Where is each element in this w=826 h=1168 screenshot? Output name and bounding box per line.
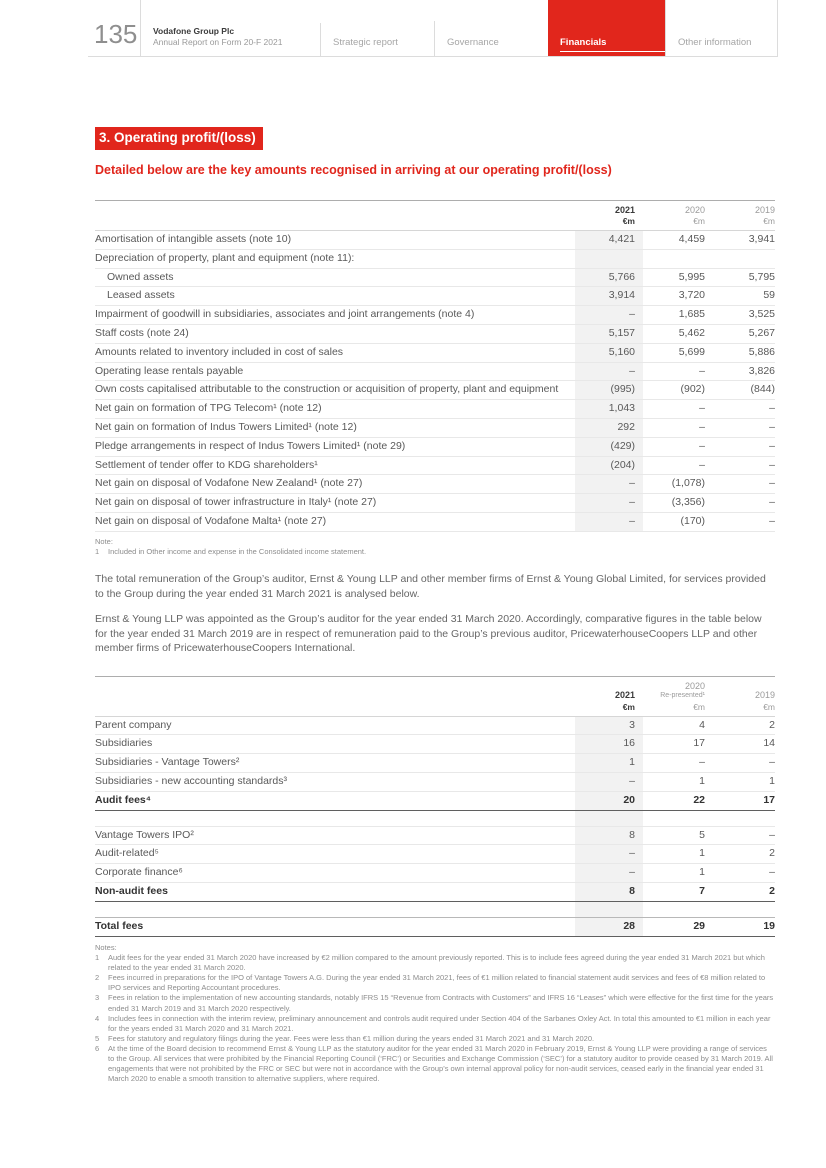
cell-value: 1 [643,864,705,883]
footnote-title: Note: [95,536,113,546]
row-label: Net gain on disposal of Vodafone New Zealand¹ (note 27) [95,475,575,494]
page-header [88,0,778,57]
row-label: Net gain on disposal of Vodafone Malta¹ (note 27) [95,512,575,531]
cell-value: (3,356) [643,494,705,513]
column-header-2021: 2021 €m [575,677,643,716]
table-row [95,773,775,792]
cell-value: 5,766 [575,268,643,287]
company-name: Vodafone Group Plc [153,25,235,36]
cell-value: 28 [575,917,643,936]
cell-value: 1,685 [643,306,705,325]
footnote [95,1034,775,1044]
cell-value: 3,826 [705,362,775,381]
footnote-number: 1 [95,546,100,556]
cell-value: – [705,437,775,456]
row-label: Subsidiaries [95,735,575,754]
cell-value: 7 [643,883,705,902]
table-row [95,249,775,268]
main-content [95,127,775,1085]
cell-value [575,249,643,268]
row-label: Leased assets [95,287,575,306]
cell-value [643,810,705,826]
footnote [95,973,775,993]
cell-value: – [705,512,775,531]
body-paragraph: Ernst & Young LLP was appointed as the Group’s auditor for the year ended 31 March 2020. Accordingly, comparative figures in the table below for the year ended 31 March 2019 are in respect of remuneration paid to the Group’s previous auditor, PricewaterhouseCoopers LLP and other member firms of PricewaterhouseCoopers International. [95,613,762,654]
cell-value: – [575,362,643,381]
cell-value: – [705,754,775,773]
footnote-text: Audit fees for the year ended 31 March 2020 have increased by €2 million compared to the amount previously reported. This is to include fees agreed during the year ended 31 March 2021 but which related to the year ended 31 March 2020. [108,952,765,972]
table-row [95,864,775,883]
footnote [95,1014,775,1034]
cell-value: 5,995 [643,268,705,287]
footnote-number: 1 [95,952,100,962]
cell-value [643,249,705,268]
column-header-2020: 2020 Re-presented¹ €m [643,677,705,716]
row-label: Audit fees⁴ [95,791,575,810]
cell-value: (844) [705,381,775,400]
row-label: Amounts related to inventory included in cost of sales [95,343,575,362]
column-header-2020: 2020 €m [643,200,705,230]
table-row [95,883,775,902]
cell-value: – [575,512,643,531]
table-row [95,268,775,287]
cell-value: 5,160 [575,343,643,362]
report-brand [140,0,320,56]
cell-value: – [705,456,775,475]
section-heading: 3. Operating profit/(loss) [95,127,263,150]
row-label: Subsidiaries - Vantage Towers² [95,754,575,773]
row-label: Parent company [95,716,575,735]
cell-value: 5 [643,826,705,845]
footnote-text: Includes fees in connection with the interim review, preliminary announcement and controls audit required under Section 404 of the Sarbanes Oxley Act. In total this amounted to €1 million in each year for the years ended 31 March 2020 and 31 March 2021. [108,1013,771,1033]
cell-value: – [705,475,775,494]
footnote-text: At the time of the Board decision to recommend Ernst & Young LLP as the statutory auditor for the year ended 31 March 2020 in February 2019, Ernst & Young LLP were providing a range of services to the Group. All services that were prohibited by the Financial Reporting Council (‘FRC’) or Securities and Exchange Commission (‘SEC’) for a statutory auditor to provide ceased by 31 March 2019. All engagements that were not prohibited by the FRC or SEC but were not in accordance with the Group’s own internal approval policy for non-audit services, ceased early in the financial year ended 31 March 2020 to enable a smooth transition to alternative suppliers, where required. [108,1044,773,1084]
cell-value: 59 [705,287,775,306]
table-spacer-row [95,810,775,826]
cell-value: 3 [575,716,643,735]
cell-value: 20 [575,791,643,810]
column-spacer [95,200,575,230]
table-header-row [95,677,775,716]
cell-value: – [643,418,705,437]
cell-value: 29 [643,917,705,936]
cell-value: 4 [643,716,705,735]
cell-value: 17 [705,791,775,810]
row-label: Settlement of tender offer to KDG shareholders¹ [95,456,575,475]
row-label: Net gain on disposal of tower infrastructure in Italy¹ (note 27) [95,494,575,513]
footnote-number: 3 [95,993,100,1003]
row-label: Owned assets [95,268,575,287]
row-label: Own costs capitalised attributable to the construction or acquisition of property, plant and equipment [95,381,575,400]
cell-value: 3,941 [705,230,775,249]
cell-value: 5,795 [705,268,775,287]
cell-value: (429) [575,437,643,456]
table-row [95,306,775,325]
cell-value: (1,078) [643,475,705,494]
footnote-number: 6 [95,1044,100,1053]
cell-value: – [705,494,775,513]
table-row [95,362,775,381]
footnote-number: 5 [95,1033,100,1043]
cell-value: 1 [643,773,705,792]
tab-financials[interactable]: Financials [548,0,665,56]
cell-value: – [705,400,775,419]
table-row [95,716,775,735]
cell-value: 16 [575,735,643,754]
table-row [95,400,775,419]
tab-other-information[interactable]: Other information [665,0,778,56]
row-label: Subsidiaries - new accounting standards³ [95,773,575,792]
cell-value: (170) [643,512,705,531]
row-label: Depreciation of property, plant and equipment (note 11): [95,249,575,268]
cell-value: – [643,754,705,773]
footnote [95,1044,775,1085]
cell-value: 14 [705,735,775,754]
column-header-2019: 2019 €m [705,677,775,716]
table-row [95,418,775,437]
cell-value: (204) [575,456,643,475]
row-label: Amortisation of intangible assets (note 10) [95,230,575,249]
table2-footnotes [95,942,775,1085]
row-label [95,901,575,917]
table-row [95,494,775,513]
table-row [95,381,775,400]
table-row [95,230,775,249]
cell-value: 4,459 [643,230,705,249]
cell-value: 8 [575,826,643,845]
cell-value: – [643,456,705,475]
table-row [95,845,775,864]
page-number: 135 [94,19,138,49]
row-label: Impairment of goodwill in subsidiaries, associates and joint arrangements (note 4) [95,306,575,325]
footnote-number: 4 [95,1013,100,1023]
cell-value: – [643,400,705,419]
table-row [95,826,775,845]
footnote-text: Fees in relation to the implementation of new accounting standards, notably IFRS 15 “Revenue from Contracts with Customers” and IFRS 16 “Leases” which were effective for the first time for the years ended 31 March 2019 and 31 March 2020 respectively. [108,993,774,1013]
cell-value: (995) [575,381,643,400]
cell-value: – [705,418,775,437]
row-label: Operating lease rentals payable [95,362,575,381]
footnote-number: 2 [95,973,100,983]
table-header-row [95,200,775,230]
row-label: Vantage Towers IPO² [95,826,575,845]
section-subheading: Detailed below are the key amounts recognised in arriving at our operating profit/(loss) [95,162,612,177]
cell-value: 4,421 [575,230,643,249]
cell-value [575,901,643,917]
body-paragraph: The total remuneration of the Group’s auditor, Ernst & Young LLP and other member firms of Ernst & Young Global Limited, for services provided to the Group during the year ended 31 March 2021 is analysed below. [95,573,766,600]
row-label: Net gain on formation of TPG Telecom¹ (note 12) [95,400,575,419]
cell-value: 8 [575,883,643,902]
table-row [95,735,775,754]
row-label: Non-audit fees [95,883,575,902]
cell-value: 2 [705,716,775,735]
report-title: Annual Report on Form 20-F 2021 [153,36,283,47]
table-spacer-row [95,901,775,917]
footnote [95,547,775,557]
cell-value: 5,267 [705,324,775,343]
row-label: Total fees [95,917,575,936]
cell-value: – [575,494,643,513]
cell-value: 3,914 [575,287,643,306]
cell-value: 292 [575,418,643,437]
cell-value [705,901,775,917]
cell-value: 5,462 [643,324,705,343]
cell-value [705,249,775,268]
footnote-text: Fees for statutory and regulatory filings during the year. Fees were less than €1 million during the years ended 31 March 2021 and 31 March 2020. [108,1033,595,1043]
cell-value: (902) [643,381,705,400]
cell-value [575,810,643,826]
cell-value: – [575,864,643,883]
cell-value: – [643,362,705,381]
table1-footnotes [95,536,775,557]
cell-value: 2 [705,845,775,864]
cell-value: 5,886 [705,343,775,362]
audit-fees-table [95,676,775,936]
table-row [95,456,775,475]
cell-value: 1 [575,754,643,773]
table-row [95,324,775,343]
cell-value: – [705,864,775,883]
footnote-text: Fees incurred in preparations for the IPO of Vantage Towers A.G. During the year ended 31 March 2021, fees of €1 million related to financial statement audit services and fees of €8 million related to IPO services and Reporting Accountant procedures. [108,973,766,993]
footnote [95,953,775,973]
footnote-text: Included in Other income and expense in the Consolidated income statement. [108,546,367,556]
cell-value: 22 [643,791,705,810]
cell-value: 1 [643,845,705,864]
cell-value: 3,525 [705,306,775,325]
cell-value: 1 [705,773,775,792]
cell-value [643,901,705,917]
table-row [95,791,775,810]
row-label: Net gain on formation of Indus Towers Limited¹ (note 12) [95,418,575,437]
cell-value: 19 [705,917,775,936]
table-row [95,917,775,936]
cell-value [705,810,775,826]
cell-value: – [575,773,643,792]
footnote-title: Notes: [95,942,117,952]
column-spacer [95,677,575,716]
cell-value: 17 [643,735,705,754]
row-label: Pledge arrangements in respect of Indus Towers Limited¹ (note 29) [95,437,575,456]
table-row [95,437,775,456]
cell-value: – [643,437,705,456]
cell-value: 1,043 [575,400,643,419]
row-label: Staff costs (note 24) [95,324,575,343]
table-row [95,475,775,494]
column-header-2019: 2019 €m [705,200,775,230]
row-label [95,810,575,826]
tab-strategic-report[interactable]: Strategic report [320,23,434,56]
row-label: Corporate finance⁶ [95,864,575,883]
table-row [95,343,775,362]
table-row [95,287,775,306]
footnote [95,993,775,1013]
table-row [95,512,775,531]
cell-value: – [705,826,775,845]
cell-value: 5,157 [575,324,643,343]
column-header-2021: 2021 €m [575,200,643,230]
cell-value: – [575,475,643,494]
table-row [95,754,775,773]
tab-governance[interactable]: Governance [434,21,548,56]
cell-value: 2 [705,883,775,902]
cell-value: – [575,845,643,864]
cell-value: – [575,306,643,325]
operating-profit-table [95,200,775,532]
row-label: Audit-related⁵ [95,845,575,864]
cell-value: 3,720 [643,287,705,306]
cell-value: 5,699 [643,343,705,362]
